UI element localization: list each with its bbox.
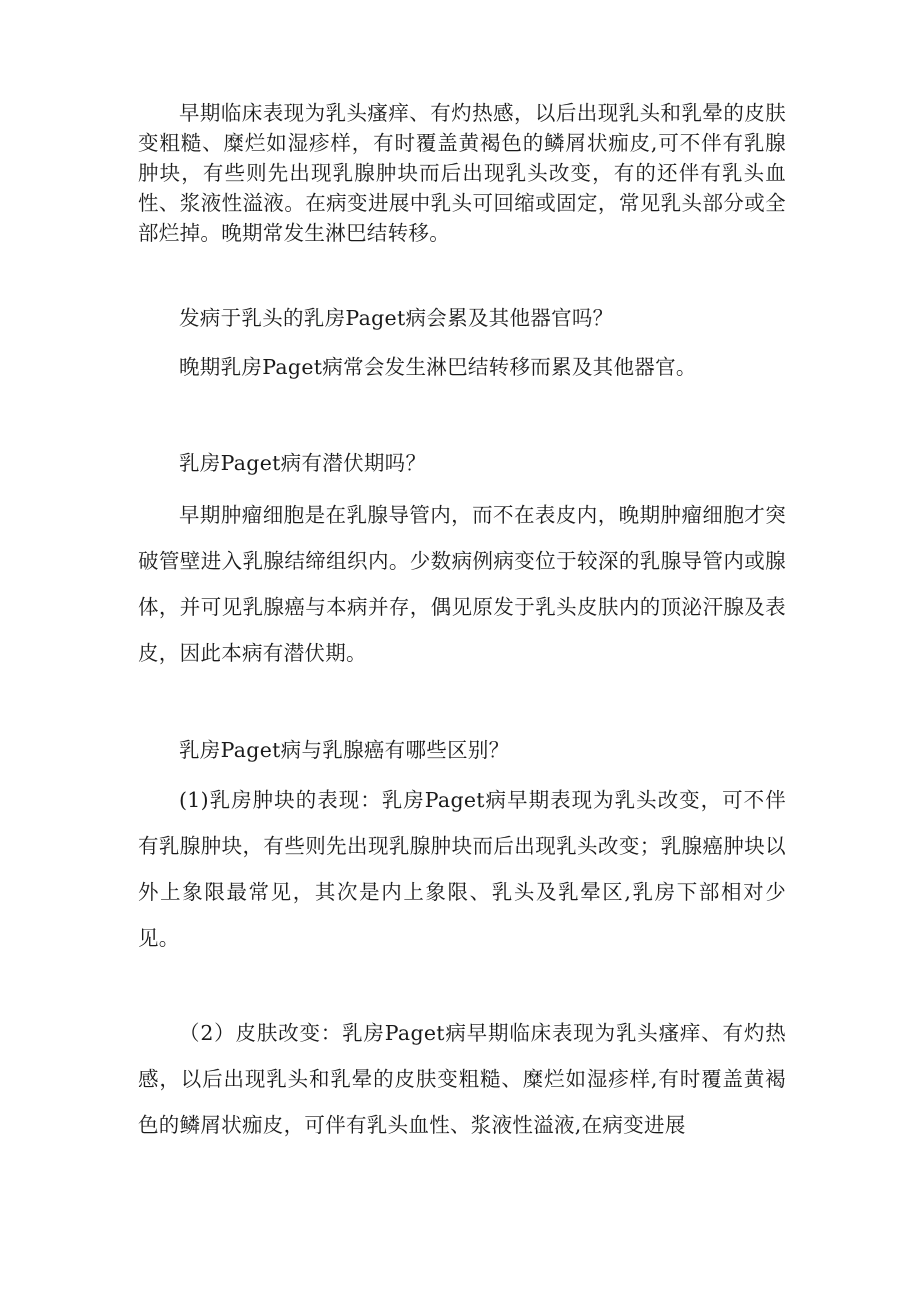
answer-spread-to-organs: 晚期乳房Paget病常会发生淋巴结转移而累及其他器官。	[179, 355, 697, 379]
answer-latency-period: 早期肿瘤细胞是在乳腺导管内，而不在表皮内，晚期肿瘤细胞才突破管壁进入乳腺结缔组织内。少数病例病变位于较深的乳腺导管内或腺体，并可见乳腺癌与本病并存，偶见原发于乳头皮肤内的顶泌汗腺及表皮，因此本病有潜伏期。	[138, 503, 786, 665]
answer-skin-changes: （2）皮肤改变：乳房Paget病早期临床表现为乳头瘙痒、有灼热感，以后出现乳头和乳晕的皮肤变粗糙、糜烂如湿疹样,有时覆盖黄褐色的鳞屑状痂皮，可伴有乳头血性、浆液性溢液,在病变进展	[138, 1021, 786, 1137]
question-latency-period: 乳房Paget病有潜伏期吗？	[179, 451, 427, 475]
question-spread-to-organs: 发病于乳头的乳房Paget病会累及其他器官吗？	[179, 306, 614, 330]
answer-breast-mass-presentation: (1)乳房肿块的表现：乳房Paget病早期表现为乳头改变，可不伴有乳腺肿块，有些则先出现乳腺肿块而后出现乳头改变；乳腺癌肿块以外上象限最常见，其次是内上象限、乳头及乳晕区,乳房下部相对少见。	[138, 788, 786, 950]
paragraph-clinical-presentation: 早期临床表现为乳头瘙痒、有灼热感，以后出现乳头和乳晕的皮肤变粗糙、糜烂如湿疹样，有时覆盖黄褐色的鳞屑状痂皮,可不伴有乳腺肿块，有些则先出现乳腺肿块而后出现乳头改变，有的还伴有乳头血性、浆液性溢液。在病变进展中乳头可回缩或固定，常见乳头部分或全部烂掉。晚期常发生淋巴结转移。	[138, 101, 786, 245]
question-differences-from-breast-cancer: 乳房Paget病与乳腺癌有哪些区别？	[179, 738, 510, 762]
